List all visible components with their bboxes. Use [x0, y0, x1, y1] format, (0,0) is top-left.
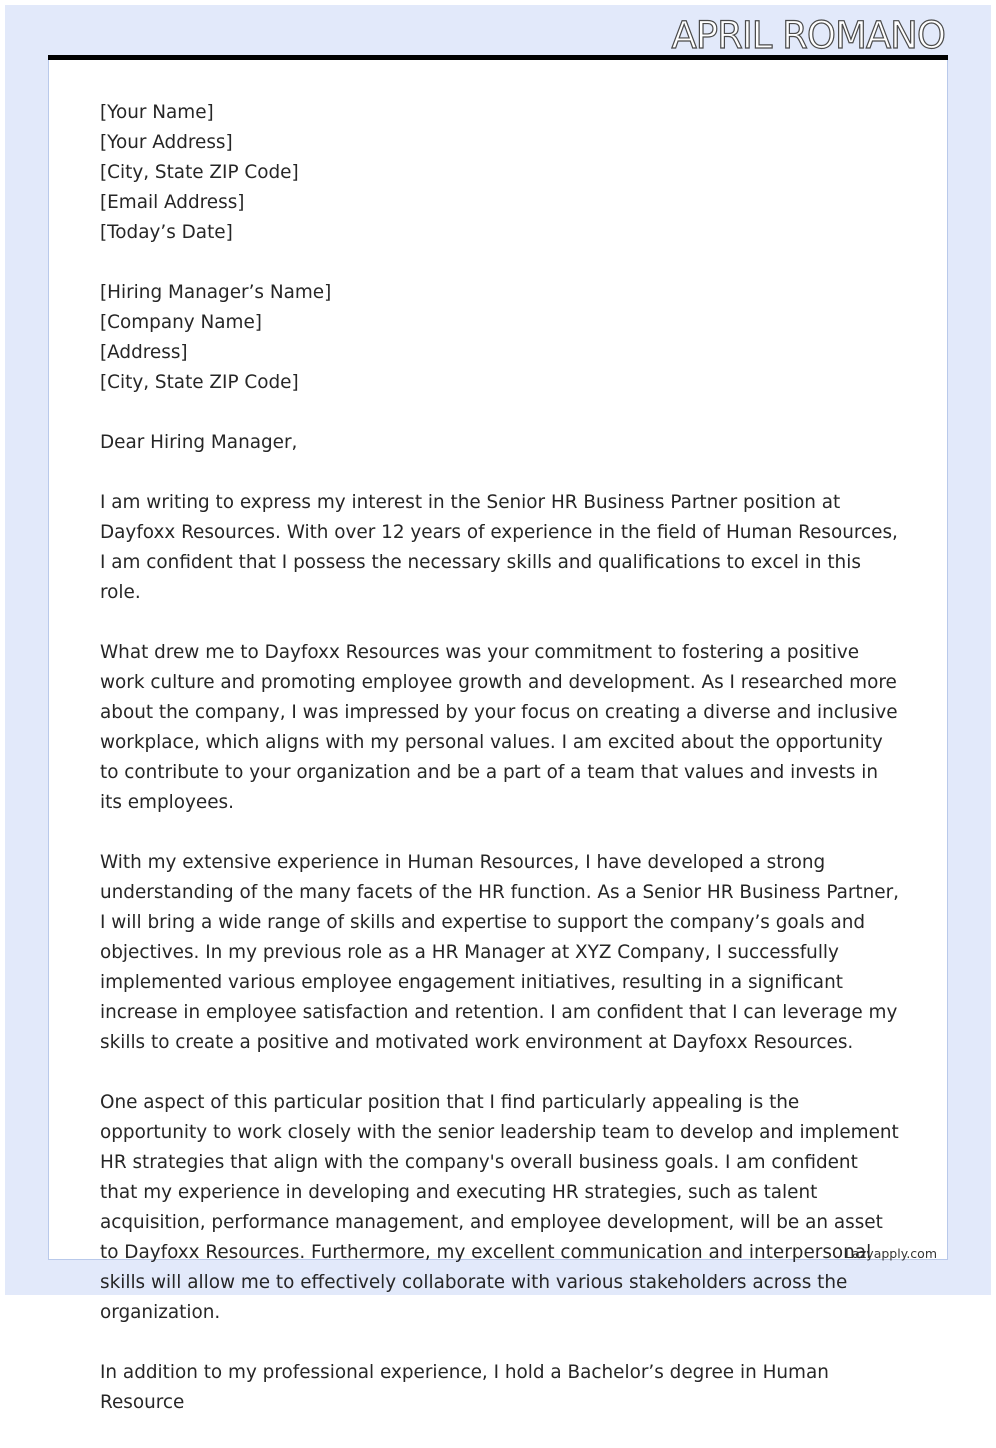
salutation: Dear Hiring Manager,: [100, 432, 298, 453]
paragraph-motivation: What drew me to Dayfoxx Resources was your commitment to fostering a positive work culture and promoting employee growth and development. As I researched more about the company, I was impressed by your focus on creating a diverse and inclusive workplace, which aligns with my personal values. I am excited about the opportunity to contribute to your organization and be a part of a team that values and invests in its employees.: [100, 642, 898, 813]
paragraph-experience: With my extensive experience in Human Resources, I have developed a strong understanding of the many facets of the HR function. As a Senior HR Business Partner, I will bring a wide range of skills and expertise to support the company’s goals and objectives. In my previous role as a HR Manager at XYZ Company, I successfully implemented various employee engagement initiatives, resulting in a significant increase in employee satisfaction and retention. I am confident that I can leverage my skills to create a positive and motivated work environment at Dayfoxx Resources.: [100, 852, 899, 1053]
sender-block: [100, 98, 900, 248]
applicant-name: APRIL ROMANO: [671, 14, 945, 57]
paragraph-intro: I am writing to express my interest in the Senior HR Business Partner position at Dayfoxx Resources. With over 12 years of experience in the field of Human Resources, I am confident that I possess the necessary skills and qualifications to excel in this role.: [100, 492, 898, 603]
recipient-manager: [Hiring Manager’s Name]: [100, 282, 332, 303]
sender-address: [Your Address]: [100, 132, 233, 153]
recipient-block: [100, 278, 900, 398]
sender-name: [Your Name]: [100, 102, 214, 123]
letter-date: [Today’s Date]: [100, 222, 233, 243]
paragraph-education: In addition to my professional experience, I hold a Bachelor’s degree in Human Resource: [100, 1362, 829, 1413]
cover-letter-body: [100, 98, 900, 1448]
recipient-city: [City, State ZIP Code]: [100, 372, 299, 393]
paragraph-position-appeal: One aspect of this particular position that I find particularly appealing is the opportunity to work closely with the senior leadership team to develop and implement HR strategies that align with the company's overall business goals. I am confident that my experience in developing and executing HR strategies, such as talent acquisition, performance management, and employee development, will be an asset to Dayfoxx Resources. Furthermore, my excellent communication and interpersonal skills will allow me to effectively collaborate with various stakeholders across the organization.: [100, 1092, 899, 1323]
sender-city: [City, State ZIP Code]: [100, 162, 299, 183]
recipient-address: [Address]: [100, 342, 188, 363]
recipient-company: [Company Name]: [100, 312, 262, 333]
sender-email: [Email Address]: [100, 192, 245, 213]
footer-brand: Lazyapply.com: [845, 1246, 937, 1261]
